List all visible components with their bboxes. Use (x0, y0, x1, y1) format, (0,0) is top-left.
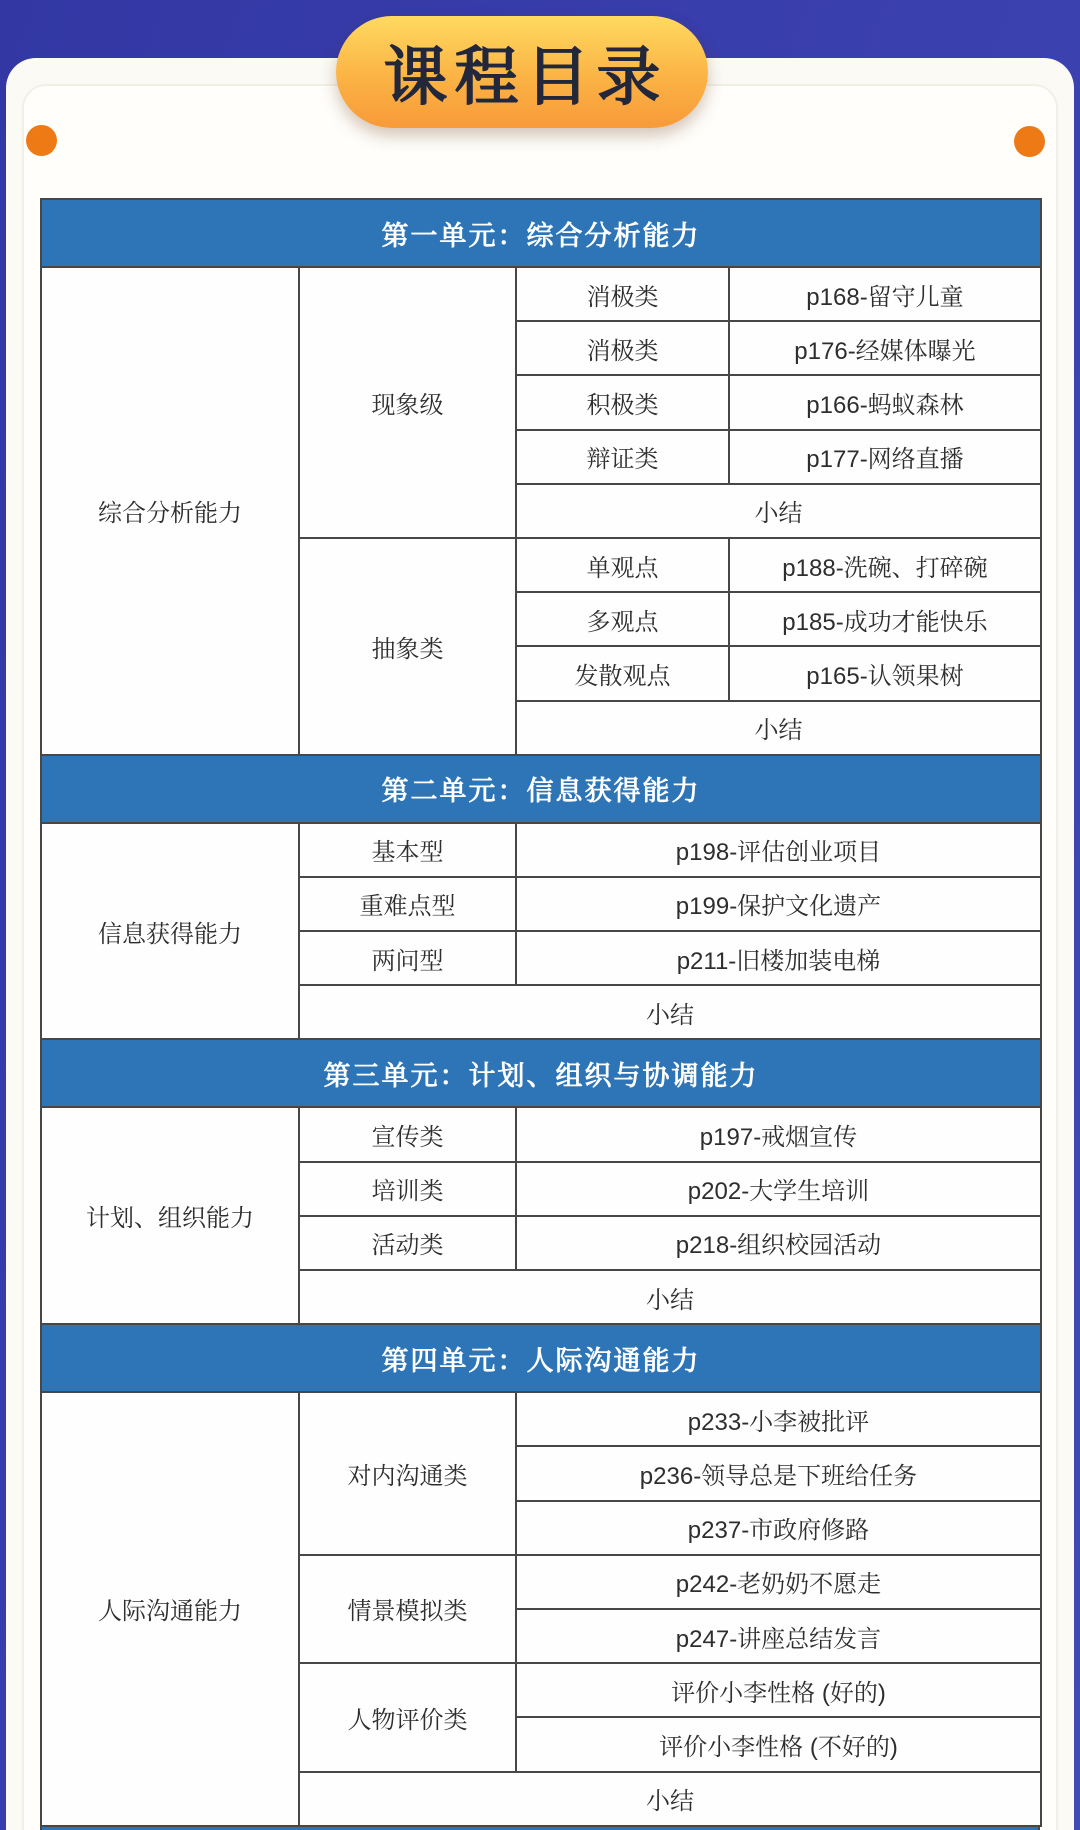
group-cell: 现象级 (299, 267, 516, 538)
table-row (41, 1324, 1041, 1392)
content-cell: p233-小李被批评 (516, 1392, 1041, 1446)
content-cell: p177-网络直播 (729, 430, 1041, 484)
group-cell: 情景模拟类 (299, 1555, 516, 1663)
content-cell: p185-成功才能快乐 (729, 592, 1041, 646)
content-cell: p176-经媒体曝光 (729, 321, 1041, 375)
capability-cell: 人际沟通能力 (41, 1392, 299, 1826)
table-row (41, 1107, 1041, 1161)
content-cell: p242-老奶奶不愿走 (516, 1555, 1041, 1609)
table-row (41, 823, 1041, 877)
content-cell: p197-戒烟宣传 (516, 1107, 1041, 1161)
decorative-dot-left (26, 125, 57, 156)
title-badge (336, 16, 708, 128)
group-cell: 人物评价类 (299, 1663, 516, 1771)
decorative-dot-right (1014, 126, 1045, 157)
unit-banner: 第一单元：综合分析能力 (41, 199, 1041, 267)
content-cell: p237-市政府修路 (516, 1501, 1041, 1555)
unit-summary-cell: 小结 (299, 1772, 1041, 1826)
content-cell: p188-洗碗、打碎碗 (729, 538, 1041, 592)
unit-banner: 第二单元：信息获得能力 (41, 755, 1041, 823)
table-row (41, 1039, 1041, 1107)
content-cell: 评价小李性格 (好的) (516, 1663, 1041, 1717)
unit-banner: 第四单元：人际沟通能力 (41, 1324, 1041, 1392)
capability-cell: 综合分析能力 (41, 267, 299, 755)
unit-summary-cell: 小结 (299, 985, 1041, 1039)
type-cell: 发散观点 (516, 646, 729, 700)
capability-cell: 计划、组织能力 (41, 1107, 299, 1324)
content-cell: p168-留守儿童 (729, 267, 1041, 321)
capability-cell: 信息获得能力 (41, 823, 299, 1040)
group-cell: 抽象类 (299, 538, 516, 755)
content-cell: p236-领导总是下班给任务 (516, 1446, 1041, 1500)
type-cell: 两问型 (299, 931, 516, 985)
group-summary-cell: 小结 (516, 701, 1041, 755)
unit-summary-cell: 小结 (299, 1270, 1041, 1324)
type-cell: 消极类 (516, 267, 729, 321)
table-row (41, 267, 1041, 321)
type-cell: 积极类 (516, 375, 729, 429)
content-cell: 评价小李性格 (不好的) (516, 1717, 1041, 1771)
type-cell: 辩证类 (516, 430, 729, 484)
table-row (41, 755, 1041, 823)
table-row (41, 199, 1041, 267)
type-cell: 基本型 (299, 823, 516, 877)
type-cell: 单观点 (516, 538, 729, 592)
type-cell: 宣传类 (299, 1107, 516, 1161)
page-title: 课程目录 (383, 41, 668, 113)
content-cell: p218-组织校园活动 (516, 1216, 1041, 1270)
group-cell: 对内沟通类 (299, 1392, 516, 1555)
table-row (41, 1392, 1041, 1446)
content-cell: p211-旧楼加装电梯 (516, 931, 1041, 985)
course-catalog-table-container (40, 198, 1040, 1830)
content-cell: p166-蚂蚁森林 (729, 375, 1041, 429)
content-cell: p247-讲座总结发言 (516, 1609, 1041, 1663)
content-cell: p165-认领果树 (729, 646, 1041, 700)
course-catalog-table (40, 198, 1042, 1827)
type-cell: 消极类 (516, 321, 729, 375)
unit-banner: 第三单元：计划、组织与协调能力 (41, 1039, 1041, 1107)
content-cell: p202-大学生培训 (516, 1162, 1041, 1216)
content-cell: p198-评估创业项目 (516, 823, 1041, 877)
type-cell: 活动类 (299, 1216, 516, 1270)
group-summary-cell: 小结 (516, 484, 1041, 538)
type-cell: 培训类 (299, 1162, 516, 1216)
content-card (6, 58, 1074, 1830)
content-cell: p199-保护文化遗产 (516, 877, 1041, 931)
type-cell: 重难点型 (299, 877, 516, 931)
type-cell: 多观点 (516, 592, 729, 646)
